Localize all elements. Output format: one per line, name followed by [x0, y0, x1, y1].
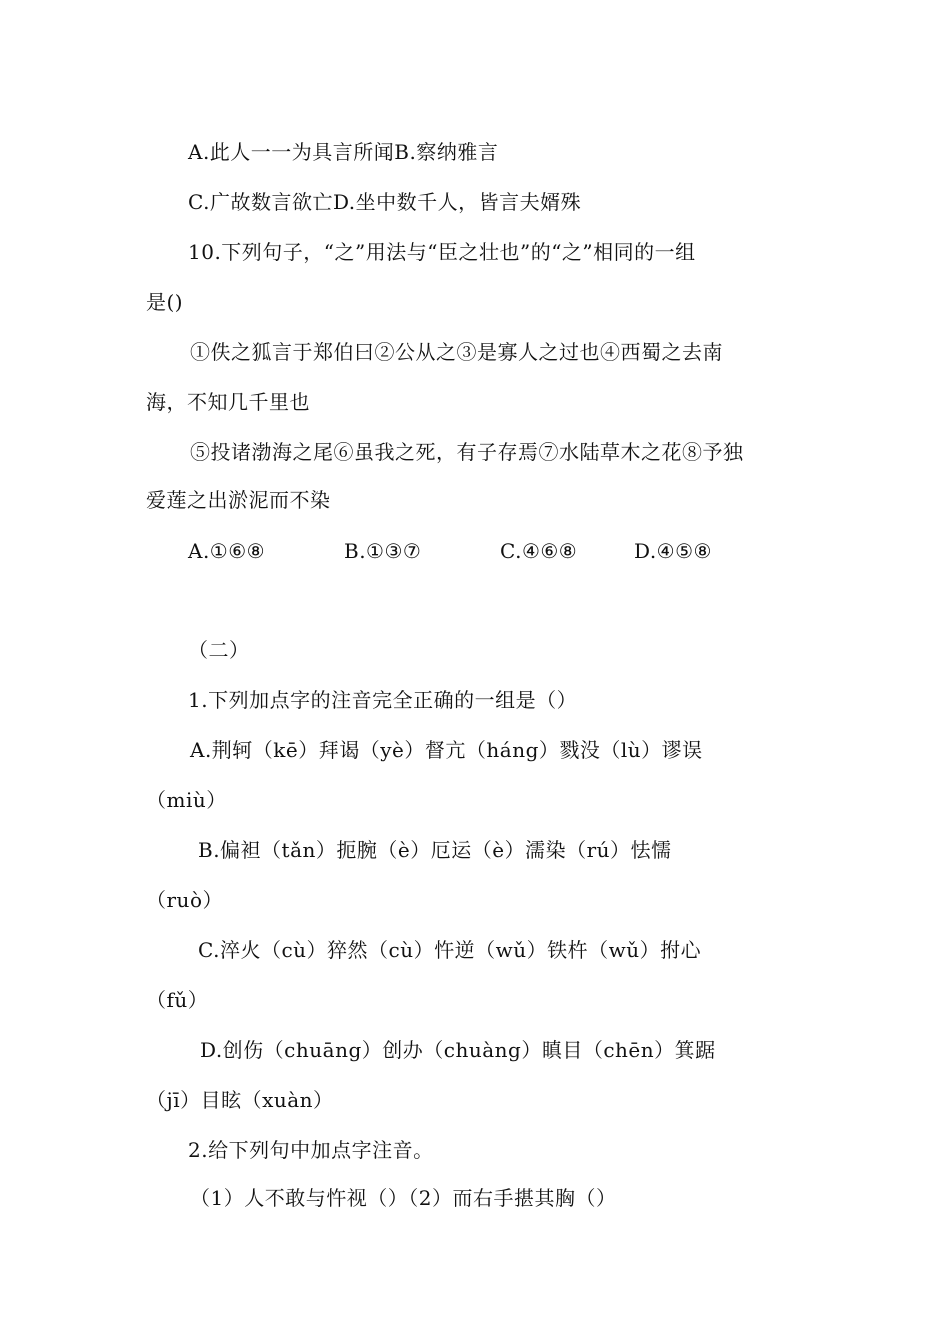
q10-items-line-2: 海，不知几千里也 — [146, 390, 310, 414]
q9-options-line-1: A.此人一一为具言所闻B.察纳雅言 — [188, 140, 499, 164]
q1-option-a-line-2: （miù） — [146, 788, 227, 812]
q1-option-d-line-2: （jī）目眩（xuàn） — [146, 1088, 334, 1112]
q9-options-line-2: C.广故数言欲亡D.坐中数千人，皆言夫婿殊 — [188, 190, 582, 214]
section-heading: （二） — [188, 638, 250, 662]
q1-option-b-line-2: （ruò） — [146, 888, 223, 912]
q2-stem: 2.给下列句中加点字注音。 — [188, 1138, 434, 1162]
q2-items: （1）人不敢与忤视（）（2）而右手揕其胸（） — [190, 1186, 617, 1210]
q1-option-a-line-1 — [190, 736, 806, 764]
q10-option-c: C.④⑥⑧ — [500, 539, 578, 563]
q1-option-d-line-1: D.创伤（chuāng）创办（chuàng）瞋目（chēn）箕踞 — [200, 1038, 716, 1062]
q10-stem-line-1: 10.下列句子，“之”用法与“臣之壮也”的“之”相同的一组 — [188, 240, 696, 264]
q10-items-line-3: ⑤投诸渤海之尾⑥虽我之死，有子存焉⑦水陆草木之花⑧予独 — [190, 440, 744, 464]
q10-items-line-1: ①佚之狐言于郑伯曰②公从之③是寡人之过也④西蜀之去南 — [190, 340, 723, 364]
q10-option-a: A.①⑥⑧ — [188, 539, 266, 563]
q10-items-line-4: 爱莲之出淤泥而不染 — [146, 488, 331, 512]
q1-option-a-text: A.荆轲（kē）拜谒（yè）督亢（háng）戮没（lù）谬误 — [190, 738, 703, 762]
q1-stem: 1.下列加点字的注音完全正确的一组是（） — [188, 688, 578, 712]
q10-option-b: B.①③⑦ — [344, 539, 422, 563]
q10-stem-line-2: 是() — [146, 290, 184, 314]
q10-option-d: D.④⑤⑧ — [634, 539, 712, 563]
q1-option-c-line-1: C.淬火（cù）猝然（cù）忤逆（wǔ）铁杵（wǔ）拊心 — [198, 938, 702, 962]
q1-option-b-line-1: B.偏袒（tǎn）扼腕（è）厄运（è）濡染（rú）怯懦 — [198, 838, 672, 862]
q1-option-c-line-2: （fǔ） — [146, 988, 209, 1012]
